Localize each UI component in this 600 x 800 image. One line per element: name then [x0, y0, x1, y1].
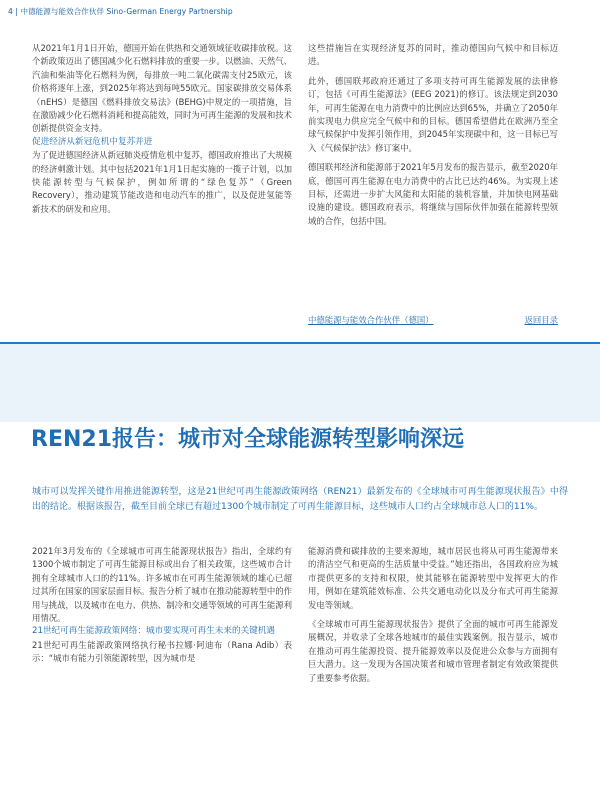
paragraph: 为了促进德国经济从新冠肺炎疫情危机中复苏，德国政府推出了大规模的经济刺激计划。其中包括2021年1月1日起实施的一揽子计划，以加快能源转型与气候保护，例如所谓的“绿色复苏”（Green Recovery），推动建筑节能改造和电动汽车的推广，以及促进氢能等新技术的研发和应用。 — [32, 150, 292, 214]
section-divider-line — [0, 342, 600, 344]
paragraph: 这些措施旨在实现经济复苏的同时，推动德国向气候中和目标迈进。 — [308, 43, 558, 67]
paragraph: 此外，德国联邦政府还通过了多项支持可再生能源发展的法律修订，包括《可再生能源法》(EEG 2021)的修订。该法规定到2030年，可再生能源在电力消费中的比例应达到65%，并确立了2050年前实现电力供应完全气候中和的目标。德国希望借此在欧洲乃至全球气候保护中发挥引领作用，到2045年实现碳中和，这一目标已写入《气候保护法》修订案中。 — [308, 75, 558, 153]
paragraph: 《全球城市可再生能源现状报告》提供了全面的城市可再生能源发展概况，并收录了全球各地城市的最佳实践案例。报告显示，城市在推动可再生能源投资、提升能源效率以及促进公众参与方面拥有巨大潜力。这一发现为各国决策者和城市管理者制定有效政策提供了重要参考依据。 — [308, 619, 558, 683]
top-left-column — [32, 42, 292, 216]
bottom-right-column — [308, 545, 558, 685]
article-title: REN21报告：城市对全球能源转型影响深远 — [31, 427, 464, 452]
article-intro: 城市可以发挥关键作用推进能源转型，这是21世纪可再生能源政策网络（REN21）最新发布的《全球城市可再生能源现状报告》中得出的结论。根据该报告，截至目前全球已有超过1300个城市制定了可再生能源目标，这些城市人口约占全球城市总人口的11%。 — [32, 487, 568, 512]
paragraph: 从2021年1月1日开始，德国开始在供热和交通领域征收碳排放税。这个新政策迈出了德国减少化石燃料排放的重要一步。以燃油、天然气、汽油和柴油等化石燃料为例，每排放一吨二氧化碳需支付25欧元，该价格将逐年上涨，到2025年将达到每吨55欧元。国家碳排放交易体系（nEHS）是德国《燃料排放交易法》(BEHG)中规定的一项措施，旨在激励减少化石燃料消耗和提高能效，同时为可再生能源的发展和技术创新提供资金支持。 — [32, 43, 292, 134]
links-row — [308, 314, 558, 326]
back-to-contents-link[interactable]: 返回目录 — [524, 315, 558, 325]
section-subheading: 促进经济从新冠危机中复苏并进 — [32, 136, 153, 147]
section-subheading: 21世纪可再生能源政策网络：城市要实现可再生未来的关键机遇 — [32, 626, 275, 637]
bottom-left-column — [32, 545, 292, 666]
source-link[interactable]: 中德能源与能效合作伙伴（德国） — [308, 315, 434, 325]
paragraph: 德国联邦经济和能源部于2021年5月发布的报告显示，截至2020年底，德国可再生能源在电力消费中的占比已达约46%。为实现上述目标，还需进一步扩大风能和太阳能的装机容量，并加快电网基础设施的建设。德国政府表示，将继续与国际伙伴加强在能源转型领域的合作，包括中国。 — [308, 162, 558, 226]
paragraph: 能源消费和碳排放的主要来源地，城市居民也将从可再生能源带来的清洁空气和更高的生活质量中受益。”她还指出，各国政府应为城市提供更多的支持和权限，使其能够在能源转型中发挥更大的作用，例如在建筑能效标准、公共交通电动化以及分布式可再生能源发电等领域。 — [308, 546, 558, 610]
paragraph: 2021年3月发布的《全球城市可再生能源现状报告》指出，全球约有1300个城市制定了可再生能源目标或出台了相关政策，这些城市合计拥有全球城市人口的约11%。许多城市在可再生能源领域的雄心已超过其所在国家的国家层面目标。报告分析了城市在推动能源转型中的作用与挑战，以及城市在电力、供热、制冷和交通等领域的可再生能源利用情况。 — [32, 546, 292, 624]
page-header: 4 | 中德能源与能效合作伙伴 Sino-German Energy Partnership — [8, 7, 233, 16]
paragraph: 21世纪可再生能源政策网络执行秘书拉娜·阿迪布（Rana Adib）表示：“城市有能力引领能源转型，因为城市是 — [32, 639, 292, 664]
section-divider-band — [0, 342, 600, 422]
top-right-column — [308, 42, 558, 228]
